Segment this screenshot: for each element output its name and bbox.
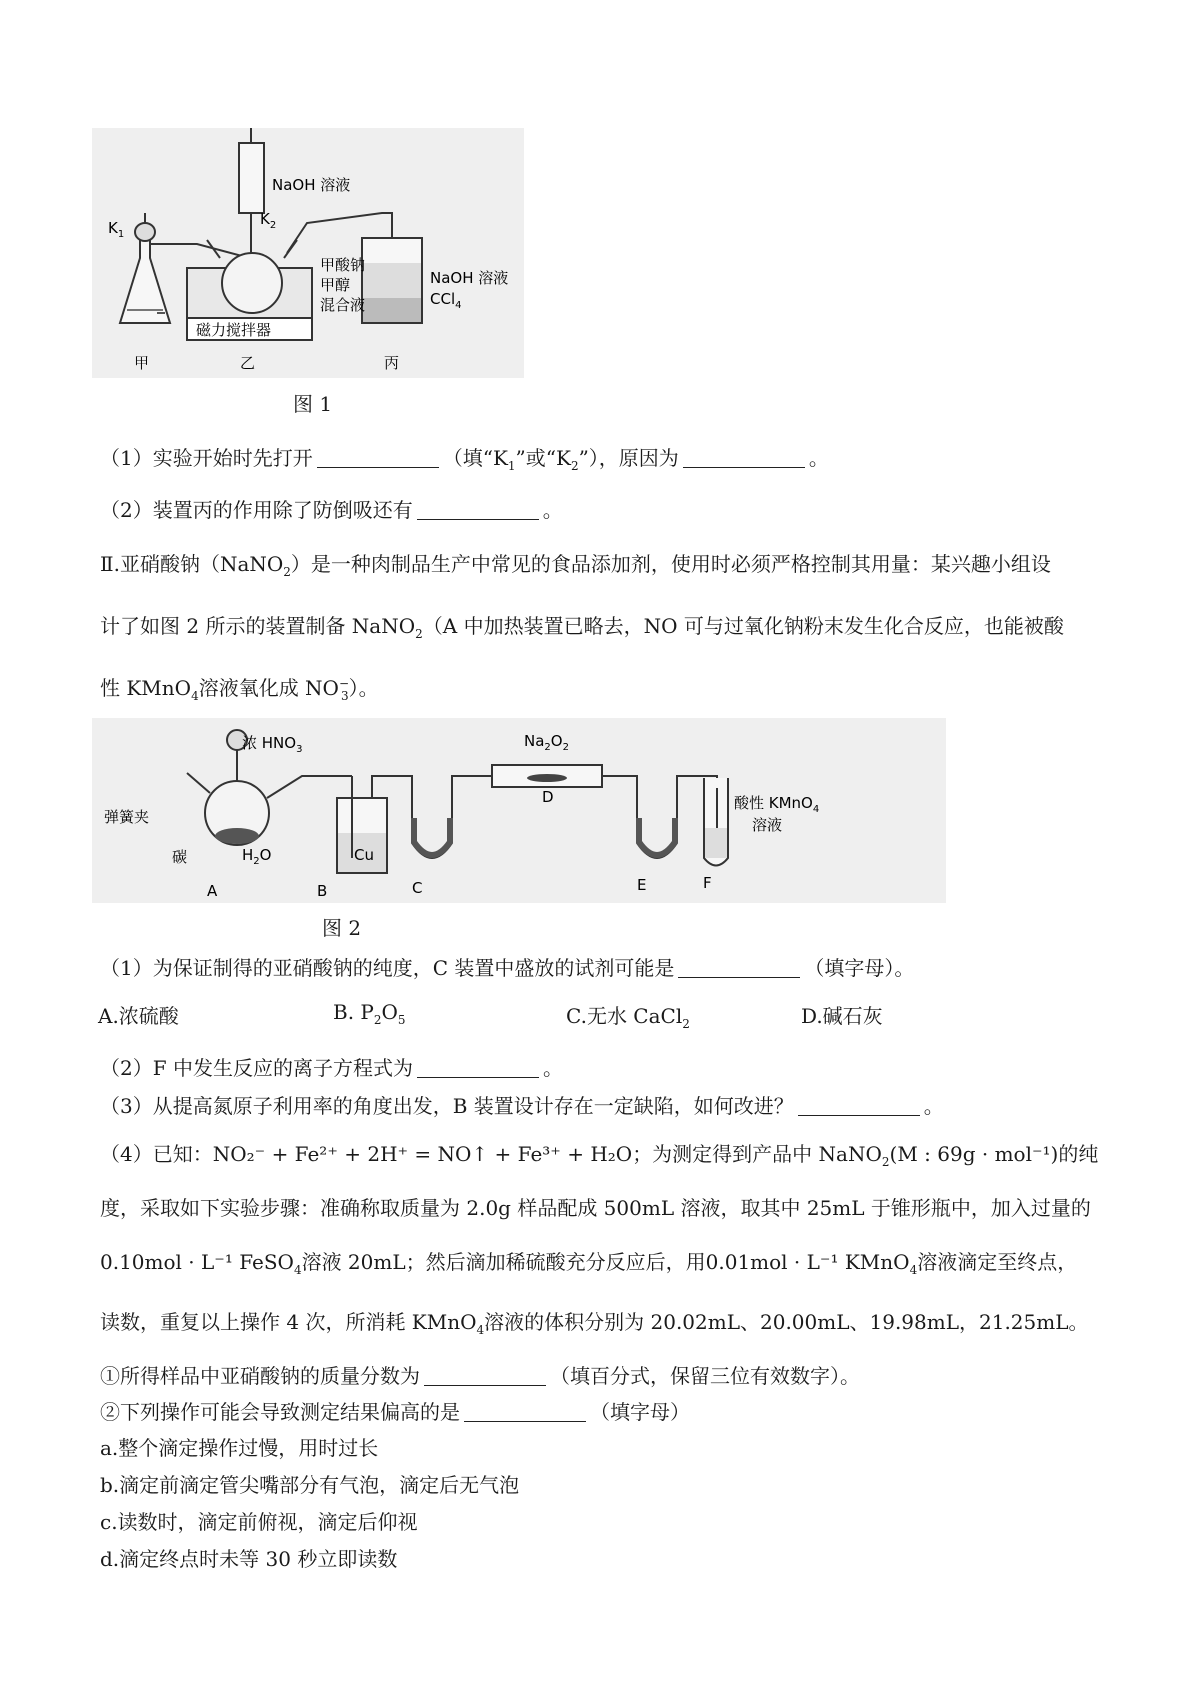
choice-a[interactable]: a.整个滴定操作过慢，用时过长: [100, 1436, 379, 1460]
option-A[interactable]: A.浓硫酸: [98, 1004, 179, 1028]
fig1-bing: 丙: [384, 354, 400, 372]
fig1-yi: 乙: [240, 354, 256, 372]
answer-blank[interactable]: [424, 1365, 546, 1386]
fig1-naoh-top: NaOH 溶液: [272, 176, 351, 194]
p1-q1: （1）实验开始时先打开 （填“$K_1$”或“$K_2$”），原因为 。: [100, 446, 829, 473]
fig2-clip: 弹簧夹: [104, 808, 150, 826]
figure-2-diagram: [92, 718, 946, 903]
answer-blank[interactable]: [798, 1095, 920, 1116]
choice-b[interactable]: b.滴定前滴定管尖嘴部分有气泡，滴定后无气泡: [100, 1473, 520, 1497]
fig2-cu: Cu: [354, 846, 374, 864]
fig2-kmno4-2: 溶液: [752, 816, 783, 834]
fig1-k1: $K_1$: [108, 219, 125, 240]
choice-d[interactable]: d.滴定终点时未等 30 秒立即读数: [100, 1547, 398, 1571]
p2-q3: （3）从提高氮原子利用率的角度出发，B 装置设计存在一定缺陷，如何改进？ 。: [100, 1094, 944, 1118]
p2-sub1: ①所得样品中亚硝酸钠的质量分数为 （填百分式，保留三位有效数字）。: [100, 1364, 860, 1388]
fig2-label-B: B: [317, 882, 328, 900]
option-B[interactable]: B. $P_2O_5$: [333, 1000, 406, 1027]
figure-1-diagram: [92, 128, 524, 378]
fig1-mix3: 混合液: [320, 296, 366, 314]
fig1-ccl4: CCl$_4$: [430, 290, 462, 311]
fig2-label-E: E: [637, 876, 647, 894]
fig2-kmno4-1: 酸性 KMnO$_4$: [734, 794, 820, 815]
p2-q4-line3: 0.10mol · L⁻¹ FeSO$_4$溶液 20mL；然后滴加稀硫酸充分反应后，用0.01mol · L⁻¹ KMnO$_4$溶液滴定至终点，: [100, 1250, 1078, 1277]
fig2-label-F: F: [703, 874, 712, 892]
p2-intro-line1: Ⅱ.亚硝酸钠（NaNO$_2$）是一种肉制品生产中常见的食品添加剂，使用时必须严格控制其用量：某兴趣小组设: [100, 552, 1051, 579]
fig2-hno3: 浓 $HNO_3$: [242, 734, 303, 755]
answer-blank[interactable]: [464, 1401, 586, 1422]
answer-blank[interactable]: [678, 957, 800, 978]
fig1-stirrer: 磁力搅拌器: [196, 321, 272, 339]
p2-q4-line4: 读数，重复以上操作 4 次，所消耗 KMnO$_4$溶液的体积分别为 20.02mL、20.00mL、19.98mL，21.25mL。: [100, 1310, 1089, 1337]
p2-intro-line2: 计了如图 2 所示的装置制备 NaNO$_2$（A 中加热装置已略去，NO 可与过氧化钠粉末发生化合反应，也能被酸: [100, 614, 1064, 641]
figure-2-caption: 图 2: [322, 916, 362, 940]
p1-q2: （2）装置丙的作用除了防倒吸还有 。: [100, 498, 563, 522]
figure-1-caption: 图 1: [293, 392, 333, 416]
p2-q2: （2）F 中发生反应的离子方程式为 。: [100, 1056, 563, 1080]
choice-c[interactable]: c.读数时，滴定前俯视，滴定后仰视: [100, 1510, 418, 1534]
figure-2: [92, 718, 946, 903]
fig1-mix2: 甲醇: [320, 276, 351, 294]
p2-q4-line1: （4）已知：NO₂⁻ + Fe²⁺ + 2H⁺ = NO↑ + Fe³⁺ + H₂O；为测定得到产品中 NaNO$_2$(M : 69g · mol⁻¹)的纯: [100, 1142, 1099, 1169]
fig2-label-C: C: [412, 879, 423, 897]
answer-blank[interactable]: [317, 447, 439, 468]
fig2-na2o2: $Na_2O_2$: [524, 732, 569, 753]
option-C[interactable]: C.无水 CaCl$_2$: [566, 1004, 690, 1031]
p2-intro-line3: 性 KMnO$_4$溶液氧化成 $NO^-_3$）。: [100, 676, 379, 703]
fig2-carbon: 碳: [172, 848, 188, 866]
fig1-jia: 甲: [134, 354, 150, 372]
fig2-h2o: $H_2O$: [242, 846, 272, 867]
fig1-k2: $K_2$: [260, 210, 277, 231]
fig1-naoh-right: NaOH 溶液: [430, 269, 509, 287]
p2-q1: （1）为保证制得的亚硝酸钠的纯度，C 装置中盛放的试剂可能是 （填字母）。: [100, 956, 915, 980]
p2-sub2: ②下列操作可能会导致测定结果偏高的是 （填字母）: [100, 1400, 690, 1424]
p2-q4-line2: 度，采取如下实验步骤：准确称取质量为 2.0g 样品配成 500mL 溶液，取其中 25mL 于锥形瓶中，加入过量的: [100, 1196, 1091, 1220]
answer-blank[interactable]: [683, 447, 805, 468]
answer-blank[interactable]: [417, 1057, 539, 1078]
fig2-label-D: D: [542, 788, 554, 806]
figure-1: [92, 128, 524, 378]
option-D[interactable]: D.碱石灰: [801, 1004, 883, 1028]
fig2-label-A: A: [207, 882, 218, 900]
fig1-mix1: 甲酸钠: [320, 256, 366, 274]
answer-blank[interactable]: [417, 499, 539, 520]
